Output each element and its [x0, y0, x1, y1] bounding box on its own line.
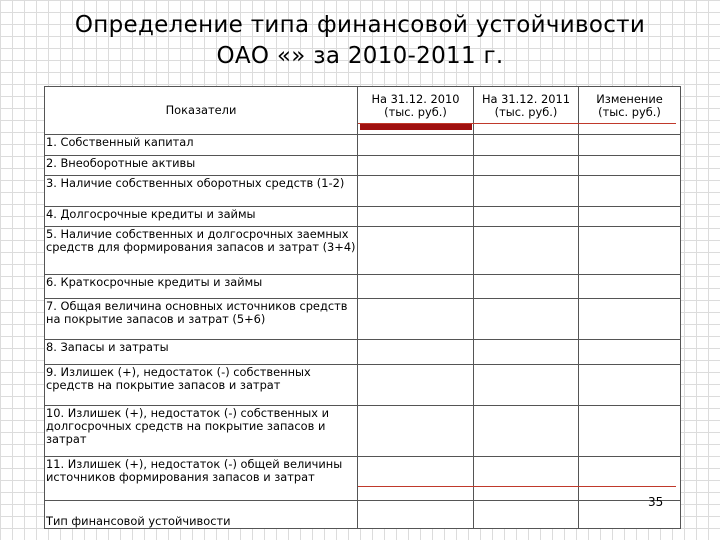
cell-change — [579, 299, 681, 340]
cell-change — [579, 501, 681, 529]
cell-2010 — [358, 227, 474, 275]
decorative-rule-bottom — [358, 486, 676, 487]
cell-2011 — [474, 406, 579, 457]
slide-title-line-2: ОАО «» за 2010-2011 г. — [216, 43, 504, 69]
cell-2011 — [474, 275, 579, 299]
cell-change — [579, 156, 681, 176]
cell-2010 — [358, 299, 474, 340]
table-row — [45, 340, 681, 365]
row-label: 7. Общая величина основных источников средств на покрытие запасов и затрат (5+6) — [45, 299, 358, 340]
header-indicators: Показатели — [45, 87, 358, 135]
cell-2011 — [474, 135, 579, 156]
cell-change — [579, 135, 681, 156]
cell-2011 — [474, 501, 579, 529]
row-label: 2. Внеоборотные активы — [45, 156, 358, 176]
table-row — [45, 365, 681, 406]
table-row — [45, 227, 681, 275]
cell-change — [579, 457, 681, 501]
cell-2011 — [474, 299, 579, 340]
header-change: Изменение (тыс. руб.) — [579, 87, 681, 135]
row-label: 8. Запасы и затраты — [45, 340, 358, 365]
table-row — [45, 207, 681, 227]
table-row — [45, 275, 681, 299]
cell-2011 — [474, 457, 579, 501]
row-label: 3. Наличие собственных оборотных средств (1-2) — [45, 176, 358, 207]
table-row — [45, 406, 681, 457]
table-row — [45, 299, 681, 340]
row-label: 5. Наличие собственных и долгосрочных заемных средств для формирования запасов и затрат (3+4) — [45, 227, 358, 275]
cell-2010 — [358, 156, 474, 176]
cell-2010 — [358, 207, 474, 227]
financial-stability-table — [44, 86, 681, 529]
header-2010: На 31.12. 2010 (тыс. руб.) — [358, 87, 474, 135]
cell-2010 — [358, 501, 474, 529]
cell-2010 — [358, 457, 474, 501]
cell-2011 — [474, 156, 579, 176]
cell-2010 — [358, 275, 474, 299]
row-label: 4. Долгосрочные кредиты и займы — [45, 207, 358, 227]
cell-2011 — [474, 227, 579, 275]
cell-2011 — [474, 365, 579, 406]
table-row — [45, 135, 681, 156]
cell-change — [579, 340, 681, 365]
table-row — [45, 457, 681, 501]
decorative-red-bar — [360, 124, 472, 130]
slide-title-line-1: Определение типа финансовой устойчивости — [74, 12, 646, 38]
cell-2010 — [358, 176, 474, 207]
row-label: 6. Краткосрочные кредиты и займы — [45, 275, 358, 299]
cell-change — [579, 227, 681, 275]
cell-2010 — [358, 340, 474, 365]
table-row — [45, 176, 681, 207]
cell-2010 — [358, 406, 474, 457]
page-number: 35 — [648, 495, 664, 509]
cell-change — [579, 176, 681, 207]
cell-change — [579, 275, 681, 299]
cell-2011 — [474, 207, 579, 227]
table-row — [45, 501, 681, 529]
cell-change — [579, 406, 681, 457]
cell-change — [579, 207, 681, 227]
cell-2010 — [358, 135, 474, 156]
slide-title — [40, 10, 680, 72]
header-2011: На 31.12. 2011 (тыс. руб.) — [474, 87, 579, 135]
cell-2011 — [474, 176, 579, 207]
row-label: 9. Излишек (+), недостаток (-) собственных средств на покрытие запасов и затрат — [45, 365, 358, 406]
row-label: 1. Собственный капитал — [45, 135, 358, 156]
row-label: Тип финансовой устойчивости — [45, 501, 358, 529]
cell-change — [579, 365, 681, 406]
row-label: 10. Излишек (+), недостаток (-) собственных и долгосрочных средств на покрытие запасов и затрат — [45, 406, 358, 457]
cell-2011 — [474, 340, 579, 365]
cell-2010 — [358, 365, 474, 406]
table-row — [45, 156, 681, 176]
row-label: 11. Излишек (+), недостаток (-) общей величины источников формирования запасов и затрат — [45, 457, 358, 501]
